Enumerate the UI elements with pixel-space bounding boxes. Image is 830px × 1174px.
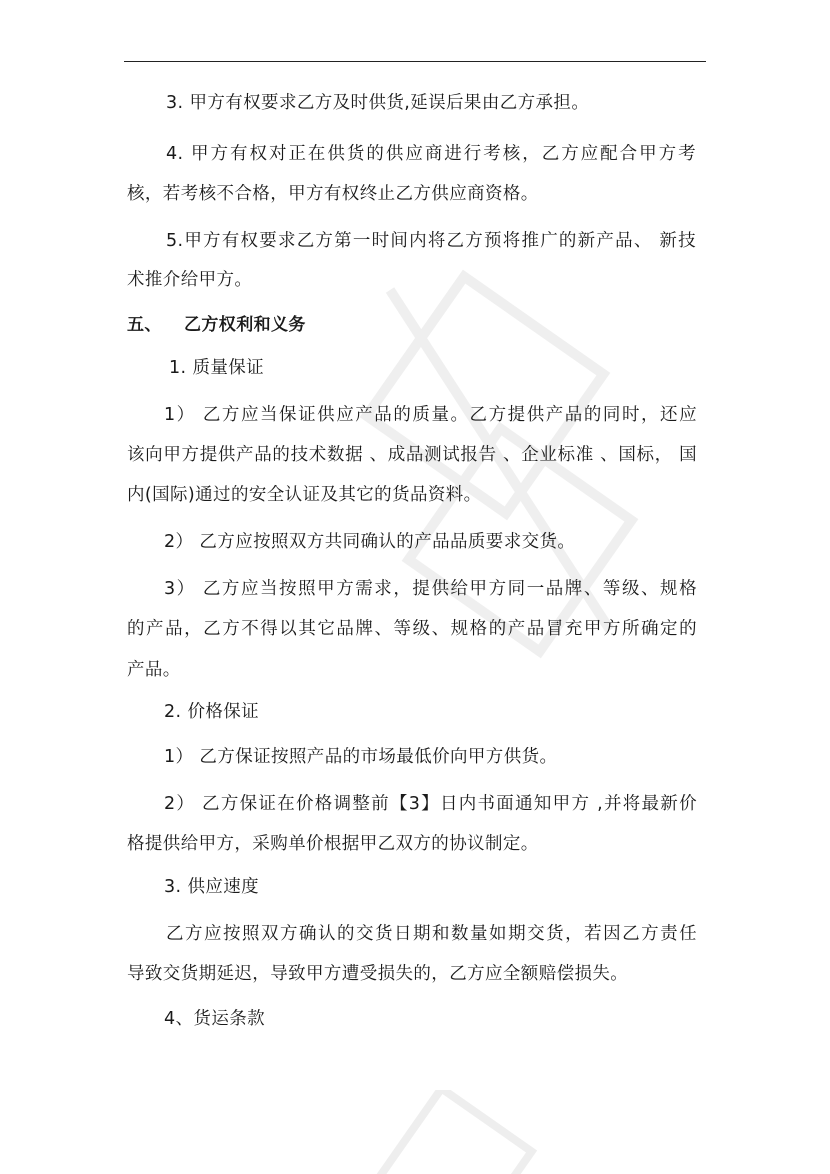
paragraph-line: 的产品，乙方不得以其它品牌、等级、规格的产品冒充甲方所确定的 <box>127 619 697 639</box>
paragraph-line: 5.甲方有权要求乙方第一时间内将乙方预将推广的新产品、 新技 <box>166 231 696 251</box>
subsection-title: 4、货运条款 <box>164 1009 266 1029</box>
subsection-title: 2. 价格保证 <box>164 702 260 722</box>
section-number: 五、 <box>127 315 162 335</box>
paragraph-line: 内(国际)通过的安全认证及其它的货品资料。 <box>127 485 482 505</box>
watermark-logo-icon <box>360 1090 560 1174</box>
paragraph-line: 导致交货期延迟，导致甲方遭受损失的，乙方应全额赔偿损失。 <box>127 964 629 984</box>
paragraph-line: 2） 乙方保证在价格调整前【3】日内书面通知甲方 ,并将最新价 <box>164 794 697 814</box>
paragraph-line: 3） 乙方应当按照甲方需求，提供给甲方同一品牌、等级、规格 <box>164 579 697 599</box>
paragraph-line: 4. 甲方有权对正在供货的供应商进行考核，乙方应配合甲方考 <box>166 144 696 164</box>
section-title: 乙方权利和义务 <box>184 315 306 335</box>
paragraph-line: 该向甲方提供产品的技术数据 、成品测试报告 、企业标准 、国标， 国 <box>127 445 697 465</box>
paragraph-line: 核，若考核不合格，甲方有权终止乙方供应商资格。 <box>127 184 539 204</box>
paragraph-line: 2） 乙方应按照双方共同确认的产品品质要求交货。 <box>164 532 576 552</box>
subsection-title: 3. 供应速度 <box>164 877 260 897</box>
paragraph-line: 3. 甲方有权要求乙方及时供货,延误后果由乙方承担。 <box>166 93 590 113</box>
header-rule <box>124 61 706 62</box>
paragraph-line: 1） 乙方应当保证供应产品的质量。乙方提供产品的同时，还应 <box>164 405 697 425</box>
paragraph-line: 格提供给甲方，采购单价根据甲乙双方的协议制定。 <box>127 834 539 854</box>
subsection-title: 1. 质量保证 <box>169 358 265 378</box>
paragraph-line: 产品。 <box>127 660 181 680</box>
paragraph-line: 乙方应按照双方确认的交货日期和数量如期交货，若因乙方责任 <box>166 924 697 944</box>
paragraph-line: 1） 乙方保证按照产品的市场最低价向甲方供货。 <box>164 747 558 767</box>
paragraph-line: 术推介给甲方。 <box>127 270 253 290</box>
